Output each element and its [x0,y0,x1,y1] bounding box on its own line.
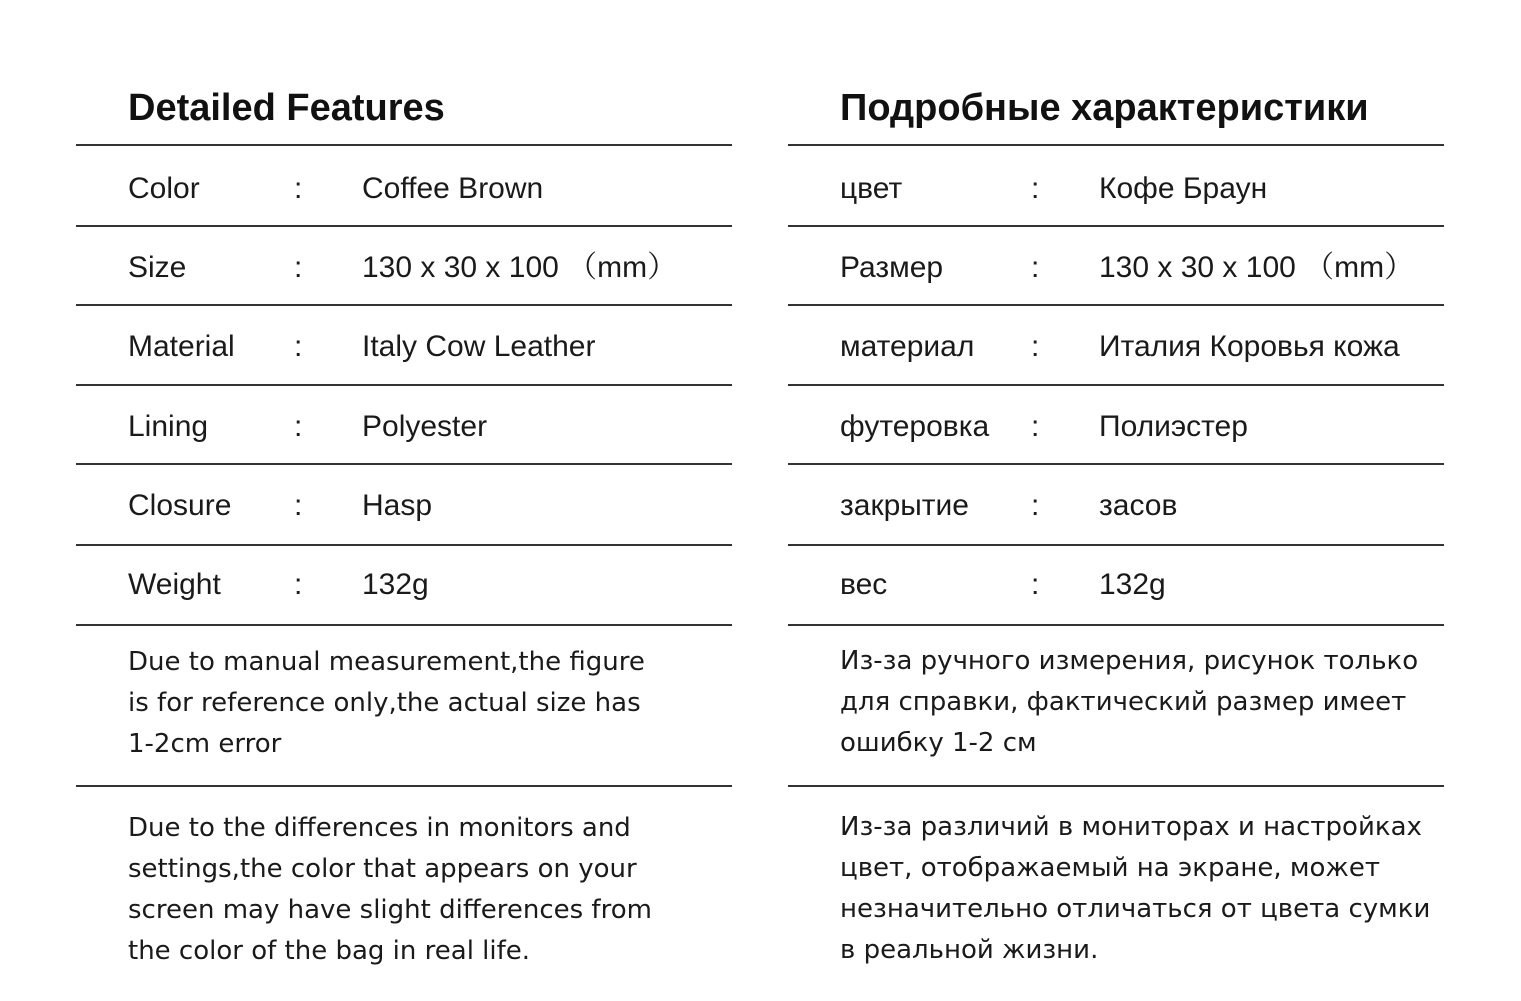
spec-row-weight [788,546,1444,624]
spec-value: Polyester [362,410,488,443]
spec-colon: : [294,568,303,601]
divider [788,384,1444,386]
spec-row-lining [788,388,1444,466]
spec-value: Coffee Brown [362,172,544,205]
spec-colon: : [1031,568,1040,601]
divider [788,225,1444,227]
spec-value: Hasp [362,489,433,522]
measurement-note [128,642,728,765]
note-line: Due to manual measurement,the figure [128,647,645,677]
spec-value: 130 x 30 x 100 （mm） [362,251,678,284]
note-line: 1-2cm error [128,729,282,759]
spec-row-closure [788,467,1444,545]
note-line: settings,the color that appears on your [128,854,637,884]
spec-colon: : [1031,251,1040,284]
divider [76,225,732,227]
divider [788,304,1444,306]
spec-label: Weight [128,568,221,601]
divider [788,144,1444,146]
divider [788,624,1444,626]
spec-row-size [76,229,732,307]
divider [76,463,732,465]
spec-label: цвет [840,172,903,205]
divider [788,463,1444,465]
divider [76,785,732,787]
spec-label: футеровка [840,410,990,443]
spec-label: закрытие [840,489,969,522]
spec-row-lining [76,388,732,466]
spec-row-material [76,308,732,386]
spec-row-size [788,229,1444,307]
note-line: цвет, отображаемый на экране, может [840,853,1380,883]
spec-row-color [76,150,732,228]
spec-value: Италия Коровья кожа [1099,330,1400,363]
spec-colon: : [1031,172,1040,205]
note-line: Из-за ручного измерения, рисунок только [840,646,1419,676]
divider [76,304,732,306]
spec-row-color [788,150,1444,228]
measurement-note [840,641,1440,764]
russian-panel-title: Подробные характеристики [840,87,1369,129]
note-line: is for reference only,the actual size has [128,688,641,718]
spec-value: 130 x 30 x 100 （mm） [1099,251,1415,284]
spec-colon: : [294,330,303,363]
spec-label: вес [840,568,888,601]
note-line: в реальной жизни. [840,935,1099,965]
spec-value: 132g [1099,568,1166,601]
spec-colon: : [1031,489,1040,522]
spec-value: Кофе Браун [1099,172,1268,205]
spec-row-weight [76,546,732,624]
spec-label: Size [128,251,187,284]
note-line: Из-за различий в мониторах и настройках [840,812,1422,842]
divider [788,785,1444,787]
color-note [840,807,1440,971]
note-line: Due to the differences in monitors and [128,813,631,843]
spec-colon: : [294,489,303,522]
spec-row-closure [76,467,732,545]
spec-colon: : [294,172,303,205]
note-line: для справки, фактический размер имеет [840,687,1407,717]
spec-label: Размер [840,251,944,284]
note-line: незначительно отличаться от цвета сумки [840,894,1431,924]
color-note [128,808,728,972]
divider [76,624,732,626]
spec-row-material [788,308,1444,386]
english-panel-title: Detailed Features [128,87,445,129]
spec-value: 132g [362,568,429,601]
spec-value: Полиэстер [1099,410,1248,443]
spec-label: Material [128,330,235,363]
divider [76,384,732,386]
spec-value: засов [1099,489,1178,522]
spec-label: Lining [128,410,209,443]
note-line: the color of the bag in real life. [128,936,531,966]
spec-colon: : [1031,330,1040,363]
spec-value: Italy Cow Leather [362,330,596,363]
spec-label: материал [840,330,975,363]
note-line: screen may have slight differences from [128,895,652,925]
divider [76,144,732,146]
note-line: ошибку 1-2 см [840,728,1037,758]
spec-colon: : [1031,410,1040,443]
spec-label: Color [128,172,200,205]
spec-label: Closure [128,489,232,522]
spec-colon: : [294,251,303,284]
spec-colon: : [294,410,303,443]
